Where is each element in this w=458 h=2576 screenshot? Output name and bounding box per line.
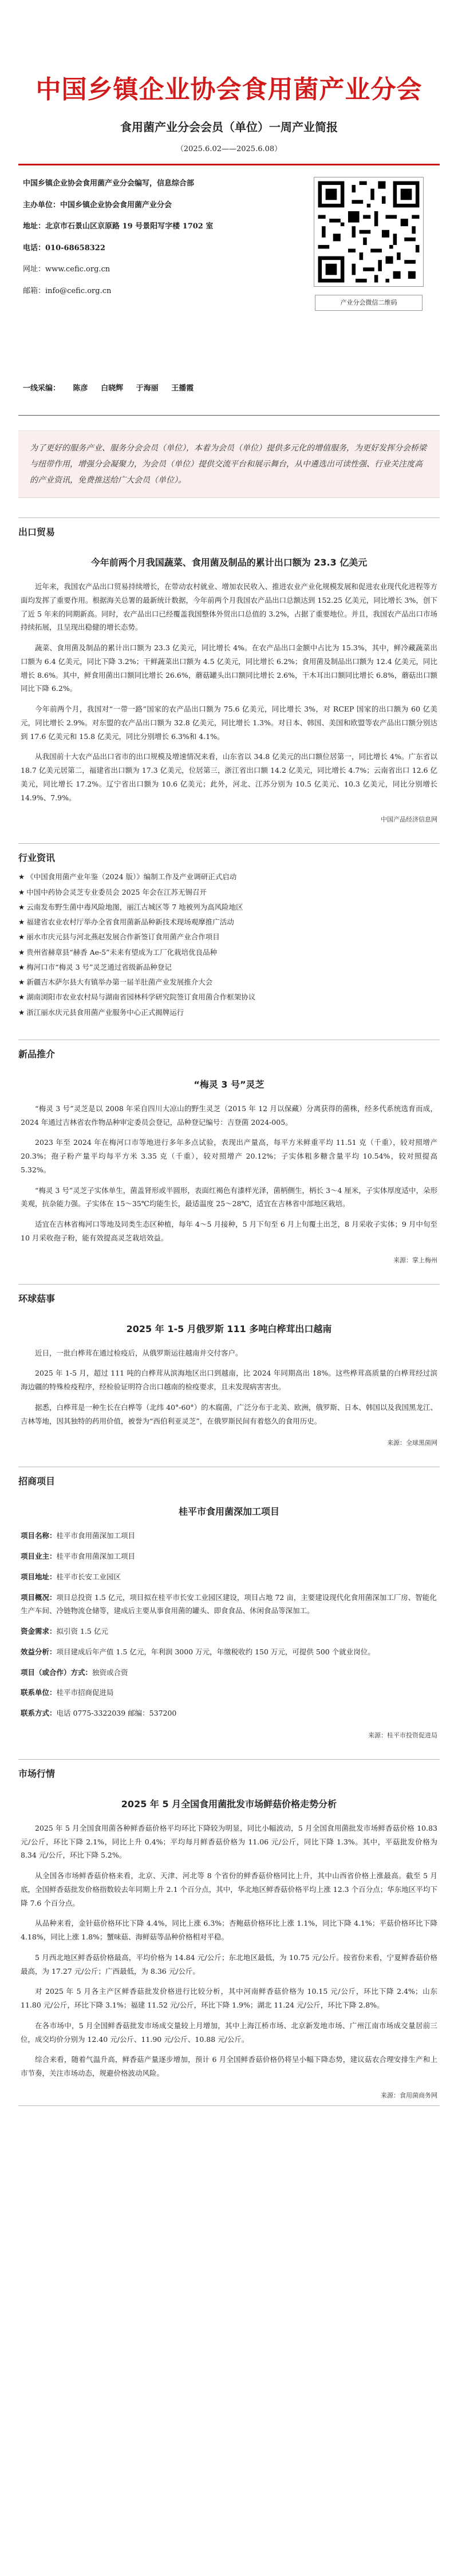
staff-name: 白晓辉 [101, 384, 124, 393]
paragraph: “梅灵 3 号”灵芝是以 2008 年采自四川大凉山的野生灵芝（2015 年 12 月以保藏）分离获得的菌株，经多代系统选育而成，2024 年通过吉林省农作物品种审定委员会登记，品种登记编号：吉登菌 2024-005。 [21, 1104, 437, 1127]
footer-divider [18, 2105, 440, 2106]
project-field: 效益分析：项目建成后年产值 1.5 亿元，年利润 3000 万元，年缴税收约 150 万元，可提供 500 个就业岗位。 [21, 1647, 375, 1656]
staff-line [23, 382, 204, 393]
address-line: 地址：北京市石景山区京原路 19 号景阳写字楼 1702 室 [23, 222, 214, 231]
news-item[interactable]: ★ 中国中药协会灵芝专业委员会 2025 年会在江苏无锡召开 [18, 887, 207, 896]
paragraph: 2025 年 5 月全国食用菌各种鲜香菇价格平均环比下降较为明显，同比小幅波动，5 月全国食用菌批发市场鲜香菇价格 10.83 元/公斤，环比下降 2.1%，同比上升 0.4%；平均每月鲜香菇价格为 11.06 元/公斤，同比下降 1.3%。其中，平菇批发价格为 8.34 元/公斤，环比下降 5.2%。 [21, 1823, 437, 1860]
project-field: 项目地址：桂平市长安工业园区 [21, 1572, 121, 1581]
section-heading-news: 行业资讯 [18, 843, 440, 864]
news-item[interactable]: ★ 《中国食用菌产业年鉴（2024 版）》编制工作及产业调研正式启动 [18, 872, 237, 882]
website-line[interactable]: 网址：www.cefic.org.cn [23, 265, 110, 274]
star-icon: ★ [18, 918, 25, 926]
bulletin-subtitle: 食用菌产业分会会员（单位）一周产业简报 [120, 120, 338, 134]
news-item[interactable]: ★ 福建省农业农村厅举办全省食用菌新品种新技术现场观摩推广活动 [18, 918, 234, 926]
paragraph: 近日，一批白桦茸在通过检疫后，从俄罗斯运往越南并交付客户。 [35, 1348, 243, 1357]
project-field: 资金需求：拟引资 1.5 亿元 [21, 1627, 108, 1635]
star-icon: ★ [18, 872, 25, 882]
publisher-line: 中国乡镇企业协会食用菌产业分会编写，信息综合部 [23, 179, 195, 188]
article-title: 桂平市食用菌深加工项目 [178, 1506, 279, 1518]
paragraph: 在各市场中，5 月全国鲜香菇批发市场成交量较上月增加，其中上海江桥市场、北京新发地市场、广州江南市场成交量居前三位，成交均价分别为 12.40 元/公斤、11.90 元/公斤、10.88 元/公斤。 [21, 2021, 437, 2044]
paragraph: 蔬菜、食用菌及制品的累计出口额为 23.3 亿美元，同比增长 4%。在农产品出口金额中占比为 15.3%，其中，鲜冷藏蔬菜出口额为 6.4 亿美元，同比下降 3.2%；干鲜蔬菜出口额为 4.5 亿美元，同比增长 6.2%；食用菌及制品出口额为 12.4 亿美元，同比增长 8.6%。其中，鲜食用菌出口额同比增长 26.6%，蘑菇罐头出口额同比增长 2.6%，干木耳出口额同比增长 6.8%，蘑菇出口额同比下降 6.2%。 [21, 643, 437, 693]
article-title: 2025 年 5 月全国食用菌批发市场鲜菇价格走势分析 [121, 1798, 337, 1809]
news-item[interactable]: ★ 丽水市庆元县与河北燕赵发展合作新签订食用菌产业合作项目 [18, 933, 220, 942]
article-title: “梅灵 3 号”灵芝 [194, 1078, 264, 1090]
qr-code-image [314, 177, 424, 287]
project-field: 项目概况：项目总投资 1.5 亿元，项目拟在桂平市长安工业园区建设，项目占地 72 亩，主要建设现代化食用菌深加工厂房、智能化生产车间、冷链物流仓储等，建成后主要从事食用菌的罐头、即食食品、休闲食品等深加工。 [21, 1593, 437, 1615]
paragraph: 从我国前十大农产品出口省市的出口规模及增速情况来看，山东省以 34.8 亿美元的出口额位居第一，同比增长 4%。广东省以 18.7 亿美元居第二，福建省出口额为 17.3 亿美元，位居第三，浙江省出口额 14.2 亿美元，同比增长 4.7%；云南省出口 12.6 亿美元，同比增长 17.2%。辽宁省出口额为 10.6 亿美元；此外，河北、江苏分别为 10.5 亿美元、10.3 亿美元，同比分别增长 14.9%、7.9%。 [21, 752, 437, 802]
paragraph: 据悉，白桦茸是一种生长在白桦等（北纬 40°-60°）的木腐菌，广泛分布于北美、欧洲，俄罗斯、日本、韩国以及我国黑龙江、吉林等地，因其独特的药用价值，被誉为“西伯利亚灵芝”，在俄罗斯民间有着悠久的食用历史。 [21, 1402, 437, 1425]
date-range: （2025.6.02——2025.6.08） [176, 145, 282, 153]
news-item[interactable]: ★ 湖南浏阳市农业农村局与湖南省园林科学研究院签订食用菌合作框架协议 [18, 993, 256, 1002]
source-note: 来源：桂平市投资促进局 [368, 1731, 437, 1739]
section-heading-export: 出口贸易 [18, 517, 440, 538]
phone-line: 电话：010-68658322 [23, 243, 105, 252]
project-field: 联系方式：电话 0775-3322039 邮编：537200 [21, 1709, 177, 1717]
paragraph: 近年来，我国农产品出口贸易持续增长，在带动农村就业、增加农民收入、推进农业产业化规模发展和促进农业现代化进程等方面均发挥了重要作用。根据海关总署的最新统计数据，今年前两个月我国农产品出口总额达到 152.25 亿美元，同比增长 3%，创下了近 5 年来的同期新高。同时，农产品出口已经覆盖我国整体外贸出口总值的 3.2%，占据了重要地位。并且，我国农产品出口市场持续拓展，且呈现出稳健的增长态势。 [21, 582, 437, 632]
paragraph: 5 月西北地区鲜香菇价格最高，平均价格为 14.84 元/公斤；东北地区最低，为 10.75 元/公斤。按省份来看，宁夏鲜香菇价格最高，为 17.27 元/公斤；广西最低，为 8.36 元/公斤。 [21, 1953, 437, 1976]
paragraph: 2023 年至 2024 年在梅河口市等地进行多年多点试验，表现出产量高，每平方米鲜重平均 11.51 克（千重），较对照增产 20.3%；孢子粉产量平均每平方米 3.35 克（千重），较对照增产 20.12%；子实体粗多糖含量平均 10.54%，较对照提高 5.32%。 [21, 1138, 437, 1174]
paragraph: 从品种来看，金针菇价格环比下降 4.4%，同比上涨 6.3%；杏鲍菇价格环比上涨 1.1%，同比下降 4.1%；平菇价格环比下降 4.18%，同比上涨 1.8%；蟹味菇、海鲜菇等品种价格相对平稳。 [21, 1919, 437, 1941]
news-item[interactable]: ★ 贵州省赫章县“赫香 Ae-5”未来有望成为工厂化栽培优良品种 [18, 947, 218, 957]
staff-name: 于海丽 [136, 384, 159, 393]
news-item[interactable]: ★ 新疆吉木萨尔县大有镇举办第一届羊肚菌产业发展推介大会 [18, 978, 213, 986]
section-heading-new-product: 新品推介 [18, 1040, 440, 1060]
email-line[interactable]: 邮箱：info@cefic.org.cn [23, 286, 112, 295]
star-icon: ★ [18, 933, 25, 942]
star-icon: ★ [18, 902, 25, 911]
project-field: 项目（或合作）方式：独资或合资 [21, 1668, 128, 1677]
star-icon: ★ [18, 947, 25, 957]
paragraph: 对 2025 年 5 月各主产区鲜香菇批发价格进行比较分析，其中河南鲜香菇价格为 10.15 元/公斤，环比下降 2.4%；山东 11.80 元/公斤，环比下降 3.1%；福建 11.52 元/公斤，环比下降 1.9%；湖北 11.24 元/公斤，环比下降 2.8%。 [21, 1987, 437, 2009]
news-item[interactable]: ★ 云南发布野生菌中毒风险地图，丽江古城区等 7 地被列为高风险地区 [18, 902, 243, 911]
star-icon: ★ [18, 1008, 25, 1017]
news-item[interactable]: ★ 浙江丽水庆元县食用菌产业服务中心正式揭牌运行 [18, 1008, 184, 1017]
paragraph: 2025 年 1-5 月，超过 111 吨的白桦茸从滨海地区出口到越南，比 2024 年同期高出 18%。这些桦茸高质量的白桦茸经过滨海边疆的特殊检疫程序，经检验证明符合出口越南的检疫要求，且未发现病害害虫。 [21, 1369, 437, 1391]
source-note: 来源：食用菌商务网 [381, 2091, 437, 2099]
staff-label: 一线采编： [23, 384, 61, 393]
project-field: 项目名称：桂平市食用菌深加工项目 [21, 1531, 136, 1540]
source-note: 中国产品经济信息网 [381, 816, 437, 824]
paragraph: 今年前两个月，我国对“一带一路”国家的农产品出口额为 75.6 亿美元，同比增长 3%，对 RCEP 国家的出口额为 60 亿美元，同比增长 2.9%。对东盟的农产品出口额为 32.8 亿美元，同比增长 1.3%。对日本、韩国、美国和欧盟等农产品出口额分别达到 17.6 亿美元和 15.8 亿美元，同比分别增长 6.3%和 4.1%。 [21, 705, 437, 741]
qr-caption: 产业分会微信二维码 [315, 295, 423, 311]
source-note: 来源：全球黑菌网 [387, 1439, 437, 1447]
bulletin-title: 中国乡镇企业协会食用菌产业分会 [35, 75, 423, 104]
paragraph: 适宜在吉林省梅河口等地及同类生态区种植，每年 4～5 月接种，5 月下旬至 6 月上旬覆土出芝，8 月采收子实体；9 月中旬至 10 月采收孢子粉，能有效提高灵芝栽培效益。 [21, 1220, 437, 1242]
staff-name: 陈彦 [73, 384, 88, 393]
news-list [18, 870, 440, 1020]
star-icon: ★ [18, 887, 25, 896]
section-heading-investment: 招商项目 [18, 1467, 440, 1487]
article-title: 2025 年 1-5 月俄罗斯 111 多吨白桦茸出口越南 [126, 1323, 332, 1334]
section-heading-global: 环球菇事 [18, 1284, 440, 1305]
star-icon: ★ [18, 962, 25, 971]
project-field: 项目业主：桂平市食用菌深加工项目 [21, 1552, 136, 1560]
intro-box: 为了更好的服务产业、服务分会会员（单位），本着为会员（单位）提供多元化的增值服务，为更好发挥分会桥梁与纽带作用，增强分会凝聚力，为会员（单位）提供交流平台和展示舞台，从中遴选出可读性强、行业关注度高的产业资讯，免费推送给广大会员（单位）。 [18, 430, 440, 498]
org-info [0, 165, 458, 415]
host-line: 主办单位：中国乡镇企业协会食用菌产业分会 [23, 200, 172, 210]
news-item[interactable]: ★ 梅河口市“梅灵 3 号”灵芝通过省级新品种登记 [18, 962, 172, 971]
paragraph: 从全国各市场鲜香菇价格来看，北京、天津、河北等 8 个省份的鲜香菇价格同比上升，其中山西省价格上涨最高。截至 5 月底，全国鲜香菇批发价格指数较去年同期上升 2.1 个百分点，其中，华北地区鲜香菇价格平均上涨 12.3 个百分点；华东地区平均下降 7.6 个百分点。 [21, 1871, 437, 1907]
article-title: 今年前两个月我国蔬菜、食用菌及制品的累计出口额为 23.3 亿美元 [90, 557, 368, 568]
star-icon: ★ [18, 978, 25, 986]
star-icon: ★ [18, 993, 25, 1002]
paragraph: “梅灵 3 号”灵芝子实体单生，菌盖肾形或半圆形，表面红褐色有漆样光泽，菌柄侧生，柄长 3～4 厘米，子实体厚度适中，朵形美观，抗杂能力强。子实体在 15～35℃均能生长，最适温度 25～28℃，适宜在吉林省中部地区栽培。 [21, 1186, 437, 1208]
project-field: 联系单位：桂平市招商促进局 [21, 1688, 114, 1697]
paragraph: 综合来看，随着气温升高，鲜香菇产量逐步增加，预计 6 月全国鲜香菇价格仍将呈小幅下降态势，建议菇农合理安排生产和上市节奏，关注市场动态，规避价格波动风险。 [21, 2055, 437, 2077]
staff-name: 王播霞 [171, 384, 194, 393]
org-divider [18, 415, 440, 416]
section-heading-market: 市场行情 [18, 1759, 440, 1780]
source-note: 来源：掌上梅州 [393, 1256, 437, 1264]
